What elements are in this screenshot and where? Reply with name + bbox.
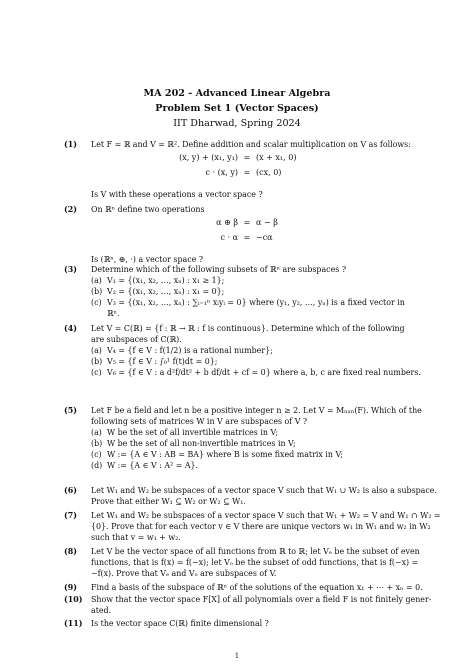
item-label: (d): [91, 461, 103, 470]
problem-text: On ℝⁿ define two operations: [91, 205, 205, 214]
problem-text: Is the vector space C(ℝ) finite dimensional ?: [91, 619, 269, 628]
problem-question: Is V with these operations a vector space ?: [91, 190, 263, 199]
problem-text: Let F = ℝ and V = ℝ². Define addition and scalar multiplication on V as follows:: [91, 140, 411, 149]
equals-sign: =: [243, 153, 251, 162]
problem-question: Is (ℝⁿ, ⊕, ·) a vector space ?: [91, 255, 204, 264]
problem-number: (10): [64, 595, 83, 604]
problem-number: (3): [64, 265, 77, 274]
item-text: V₃ = {(x₁, x₂, …, xₙ) : ∑ᵢ₌₁ⁿ xᵢyᵢ = 0} where (y₁, y₂, …, yₙ) is a fixed vector in: [107, 298, 405, 307]
problem-set-title: Problem Set 1 (Vector Spaces): [155, 103, 319, 114]
item-label: (c): [91, 298, 102, 307]
problem-number: (9): [64, 583, 77, 592]
problem-number: (5): [64, 406, 77, 415]
problem-number: (6): [64, 486, 77, 495]
item-label: (b): [91, 439, 103, 448]
problem-text: Let W₁ and W₂ be subspaces of a vector space V such that W₁ + W₂ = V and W₁ ∩ W₂ =: [91, 511, 441, 520]
problem-text: following sets of matrices W in V are subspaces of V ?: [91, 417, 308, 426]
item-text: V₁ = {(x₁, x₂, …, xₙ) : x₁ ≥ 1};: [107, 276, 225, 285]
equals-sign: =: [243, 233, 251, 242]
equation-rhs: (x + x₁, 0): [256, 153, 297, 162]
item-text: W := {A ∈ V : AB = BA} where B is some fixed matrix in V;: [107, 450, 344, 459]
equation-lhs: α ⊕ β: [216, 218, 238, 227]
item-text: V₅ = {f ∈ V : ∫₀¹ f(t)dt = 0};: [107, 357, 218, 366]
problem-text: Let W₁ and W₂ be subspaces of a vector space V such that W₁ ∪ W₂ is also a subspace.: [91, 486, 437, 495]
item-label: (a): [91, 276, 102, 285]
equation-row: [150, 168, 336, 177]
problem-text: Show that the vector space F[X] of all polynomials over a field F is not finitely gener-: [91, 595, 432, 604]
item-label: (c): [91, 450, 102, 459]
problem-text: such that v = w₁ + w₂.: [91, 533, 181, 542]
problem-number: (2): [64, 205, 77, 214]
problem-text: Determine which of the following subsets of ℝⁿ are subspaces ?: [91, 265, 347, 274]
problem-text: {0}. Prove that for each vector v ∈ V there are unique vectors w₁ in W₁ and w₂ in W₂: [91, 522, 431, 531]
problem-number: (11): [64, 619, 83, 628]
equation-row: [150, 153, 336, 162]
item-text: V₆ = {f ∈ V : a d²f/dt² + b df/dt + cf = 0} where a, b, c are fixed real numbers.: [107, 368, 421, 377]
institution-line: IIT Dharwad, Spring 2024: [173, 118, 301, 129]
problem-text: −f(x). Prove that Vₑ and Vₒ are subspaces of V.: [91, 569, 277, 578]
equals-sign: =: [243, 218, 251, 227]
equation-row: [150, 233, 336, 242]
item-label: (b): [91, 287, 103, 296]
problem-number: (8): [64, 547, 77, 556]
problem-number: (1): [64, 140, 77, 149]
item-text: W := {A ∈ V : A² = A}.: [107, 461, 199, 470]
item-text: V₂ = {(x₁, x₂, …, xₙ) : x₁ = 0};: [107, 287, 225, 296]
problem-text: ated.: [91, 606, 112, 615]
problem-text: Let V be the vector space of all functions from ℝ to ℝ; let Vₑ be the subset of even: [91, 547, 420, 556]
problem-text: functions, that is f(x) = f(−x); let Vₒ be the subset of odd functions, that is f(−x) =: [91, 558, 419, 567]
item-label: (c): [91, 368, 102, 377]
item-text: ℝⁿ.: [107, 309, 120, 318]
problem-text: Find a basis of the subspace of ℝⁿ of the solutions of the equation x₁ + ⋯ + xₙ = 0.: [91, 583, 423, 592]
course-title: MA 202 - Advanced Linear Algebra: [143, 88, 331, 99]
problem-number: (7): [64, 511, 77, 520]
problem-text: Let F be a field and let n be a positive integer n ≥ 2. Let V = Mₙₓₙ(F). Which of the: [91, 406, 422, 415]
equation-lhs: c · α: [220, 233, 238, 242]
equals-sign: =: [243, 168, 251, 177]
equation-rhs: (cx, 0): [256, 168, 282, 177]
problem-text: Prove that either W₁ ⊆ W₂ or W₂ ⊆ W₁.: [91, 497, 246, 506]
item-text: W be the set of all non-invertible matrices in V;: [107, 439, 296, 448]
equation-rhs: −cα: [256, 233, 273, 242]
item-text: W be the set of all invertible matrices in V;: [107, 428, 279, 437]
problem-text: are subspaces of C(ℝ).: [91, 335, 182, 344]
equation-row: [150, 218, 336, 227]
problem-text: Let V = C(ℝ) = {f : ℝ → ℝ : f is continuous}. Determine which of the following: [91, 324, 405, 333]
equation-lhs: (x, y) + (x₁, y₁): [179, 153, 238, 162]
equation-lhs: c · (x, y): [205, 168, 238, 177]
page-number: 1: [234, 652, 240, 660]
item-label: (a): [91, 428, 102, 437]
equation-rhs: α − β: [256, 218, 278, 227]
item-label: (b): [91, 357, 103, 366]
item-label: (a): [91, 346, 102, 355]
item-text: V₄ = {f ∈ V : f(1/2) is a rational number};: [107, 346, 273, 355]
problem-number: (4): [64, 324, 77, 333]
